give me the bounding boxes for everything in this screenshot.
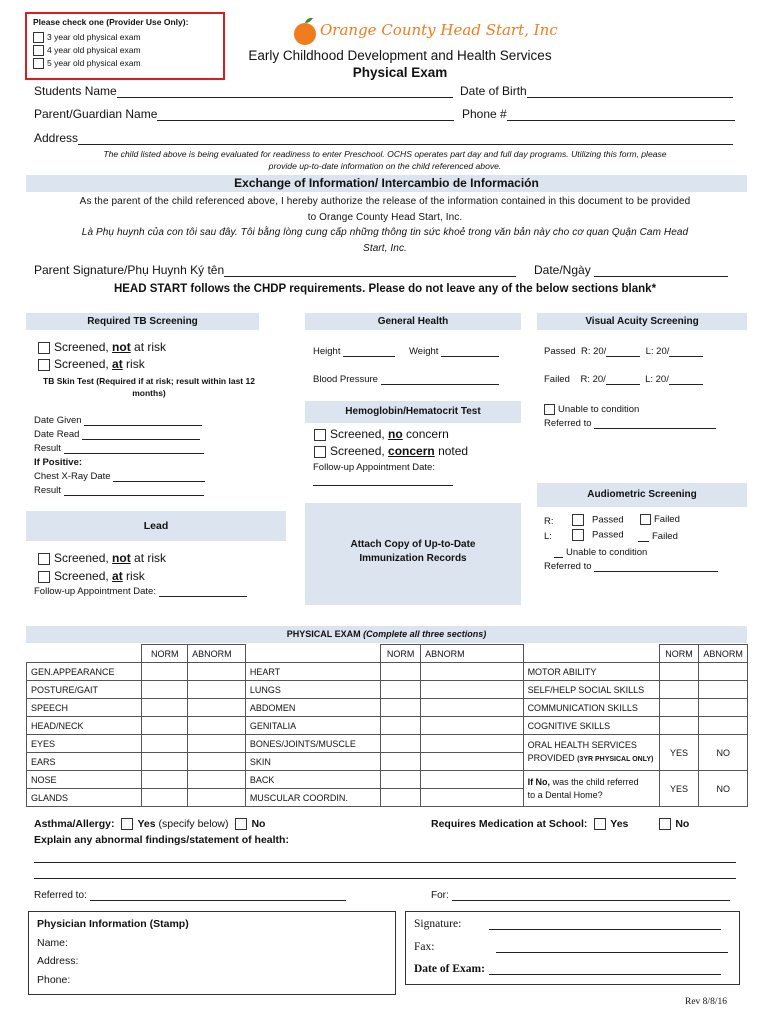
table-row: GEN.APPEARANCE HEART MOTOR ABILITY [27,663,748,681]
audio-l-label: L: [544,531,552,542]
audiometric-title: Audiometric Screening [537,483,747,507]
chdp-notice: HEAD START follows the CHDP requirements. Please do not leave any of the below sections blank* [113,283,657,295]
visual-failed-r-field[interactable] [606,384,640,385]
students-name-field[interactable]: Students Name [34,84,453,98]
physician-name-label: Name: [37,937,68,949]
abnorm-header: ABNORM [699,645,748,663]
audio-unable-option[interactable]: Unable to condition [554,547,647,558]
general-health-title: General Health [305,313,521,330]
dental-home-cell: If No, was the child referred to a Dental Home? [523,771,659,807]
abnorm-header: ABNORM [188,645,246,663]
audio-l-passed-option[interactable]: Passed [572,529,624,541]
medication-yes-option[interactable]: Yes [594,818,628,830]
checkbox-icon[interactable] [33,58,44,69]
hemo-concern-noted-option[interactable]: Screened, concern noted [314,444,468,458]
visual-acuity-title: Visual Acuity Screening [537,313,747,330]
provider-option-4yr[interactable]: 4 year old physical exam [33,45,141,56]
provider-heading: Please check one (Provider Use Only): [33,17,189,27]
audio-r-failed-option[interactable]: Failed [640,514,680,525]
checkbox-icon[interactable] [314,446,326,458]
tb-xray-field[interactable]: Chest X-Ray Date [34,471,205,482]
physician-box[interactable] [28,911,396,995]
checkbox-icon[interactable] [659,818,671,830]
norm-header: NORM [142,645,188,663]
revision-label: Rev 8/8/16 [685,997,727,1007]
visual-unable-option[interactable]: Unable to condition [544,404,639,415]
checkbox-icon[interactable] [121,818,133,830]
oral-no-cell[interactable]: NO [699,735,748,771]
visual-referred-field[interactable]: Referred to [544,418,716,429]
asthma-row: Asthma/Allergy: Yes (specify below) No [34,818,266,830]
norm-header: NORM [659,645,699,663]
parent-date-field[interactable]: Date/Ngày [534,263,728,277]
tb-not-at-risk-option[interactable]: Screened, not at risk [38,340,166,354]
provider-option-5yr[interactable]: 5 year old physical exam [33,58,141,69]
audio-referred-field[interactable]: Referred to [544,561,718,572]
table-row: NOSE BACK If No, was the child referred to a Dental Home? YES NO [27,771,748,789]
tb-if-positive: If Positive: [34,457,83,468]
visual-passed-row: Passed R: 20/ L: 20/ [544,346,703,357]
dental-yes-cell[interactable]: YES [659,771,699,807]
checkbox-icon[interactable] [640,514,651,525]
provider-option-3yr[interactable]: 3 year old physical exam [33,32,141,43]
orange-icon [292,16,318,46]
table-row: SPEECH ABDOMEN COMMUNICATION SKILLS [27,699,748,717]
visual-failed-row: Failed R: 20/ L: 20/ [544,374,703,385]
blood-pressure-field[interactable]: Blood Pressure [313,374,499,385]
date-of-exam-field[interactable]: Date of Exam: [414,963,721,975]
checkbox-icon[interactable] [33,32,44,43]
page-title: Early Childhood Development and Health Services [248,48,552,63]
hemo-no-concern-option[interactable]: Screened, no concern [314,427,449,441]
physician-title: Physician Information (Stamp) [37,918,189,930]
checkbox-icon[interactable] [544,404,555,415]
checkbox-icon[interactable] [594,818,606,830]
phone-field[interactable]: Phone # [462,107,735,121]
physical-exam-title: PHYSICAL EXAM (Complete all three sections) [26,626,747,643]
physician-phone-label: Phone: [37,974,71,986]
oral-yes-cell[interactable]: YES [659,735,699,771]
checkbox-icon[interactable] [33,45,44,56]
parent-signature-field[interactable]: Parent Signature/Phụ Huynh Ký tên [34,263,516,277]
exchange-text: As the parent of the child referenced above, I hereby authorize the release of the information contained in this document to be provided to Orange County Head Start, Inc. Là Phụ huynh của con tôi sau đây. Tôi bằng lòng cung cấp những thông tin sức khoẻ trong văn bản này cho cơ quan Quận Cam Head Start, Inc. [79,196,691,254]
address-field[interactable]: Address [34,131,733,145]
lead-at-risk-option[interactable]: Screened, at risk [38,569,145,583]
checkbox-icon[interactable] [572,529,584,541]
checkbox-icon[interactable] [38,553,50,565]
audio-r-label: R: [544,516,554,527]
checkbox-icon[interactable] [314,429,326,441]
lead-not-at-risk-option[interactable]: Screened, not at risk [38,551,166,565]
checkbox-icon[interactable] [572,514,584,526]
lead-followup-field[interactable]: Follow-up Appointment Date: [34,586,247,597]
table-row: EYES BONES/JOINTS/MUSCLE ORAL HEALTH SERVICES PROVIDED (3YR PHYSICAL ONLY) YES NO [27,735,748,753]
physical-exam-table [26,644,748,807]
hemo-followup-field[interactable] [313,485,453,486]
table-row: GLANDS MUSCULAR COORDIN. [27,789,748,807]
signature-box [405,911,740,985]
dob-field[interactable]: Date of Birth [460,84,733,98]
explain-line-2[interactable] [34,878,736,879]
tb-result-field[interactable]: Result [34,443,204,454]
logo [292,14,558,48]
medication-no-option[interactable]: No [659,818,689,830]
tb-skin-test-label: TB Skin Test (Required if at risk; result within last 12 months) [43,376,255,398]
checkbox-icon[interactable] [235,818,247,830]
exchange-title: Exchange of Information/ Intercambio de Información [26,175,747,192]
checkbox-icon[interactable] [38,571,50,583]
audio-l-failed-option[interactable]: Failed [638,531,678,542]
table-row: EARS SKIN [27,753,748,771]
oral-health-cell: ORAL HEALTH SERVICES PROVIDED (3YR PHYSICAL ONLY) [523,735,659,771]
explain-line-1[interactable] [34,862,736,863]
audio-r-passed-option[interactable]: Passed [572,514,624,526]
explain-label: Explain any abnormal findings/statement of health: [34,834,289,846]
logo-text: Orange County Head Start, Inc [320,21,558,39]
tb-at-risk-option[interactable]: Screened, at risk [38,357,145,371]
tb-date-given-field[interactable]: Date Given [34,415,202,426]
dental-no-cell[interactable]: NO [699,771,748,807]
page-subtitle: Physical Exam [352,65,448,80]
parent-name-field[interactable]: Parent/Guardian Name [34,107,454,121]
physician-address-label: Address: [37,955,79,967]
checkbox-icon[interactable] [38,342,50,354]
visual-failed-l-field[interactable] [669,384,703,385]
asthma-yes-option[interactable]: Yes (specify below) [121,818,228,830]
medication-row: Requires Medication at School: Yes No [431,818,690,830]
visual-passed-l-field[interactable] [669,356,703,357]
referred-to-field[interactable]: Referred to: [34,890,346,901]
tb-xray-result-field[interactable]: Result [34,485,204,496]
tb-date-read-field[interactable]: Date Read [34,429,200,440]
weight-field[interactable]: Weight [409,346,499,357]
signature-field[interactable]: Signature: [414,918,721,930]
for-field[interactable]: For: [431,890,730,901]
asthma-no-option[interactable]: No [235,818,265,830]
checkbox-icon[interactable] [38,359,50,371]
norm-header: NORM [381,645,421,663]
visual-passed-r-field[interactable] [606,356,640,357]
hemo-followup-label: Follow-up Appointment Date: [313,462,435,473]
hemoglobin-title: Hemoglobin/Hematocrit Test [305,401,521,423]
table-row [27,645,748,663]
notice-text: The child listed above is being evaluated for readiness to enter Preschool. OCHS operates part day and full day programs. Utilizing this form, please provide up-to-date information on the child referenced above. [103,149,667,171]
immunization-box: Attach Copy of Up-to-Date Immunization Records [305,503,521,605]
lead-title: Lead [26,511,286,541]
fax-field[interactable]: Fax: [414,941,728,953]
tb-title: Required TB Screening [26,313,259,330]
abnorm-header: ABNORM [421,645,523,663]
table-row: POSTURE/GAIT LUNGS SELF/HELP SOCIAL SKILLS [27,681,748,699]
table-row: HEAD/NECK GENITALIA COGNITIVE SKILLS [27,717,748,735]
height-field[interactable]: Height [313,346,395,357]
